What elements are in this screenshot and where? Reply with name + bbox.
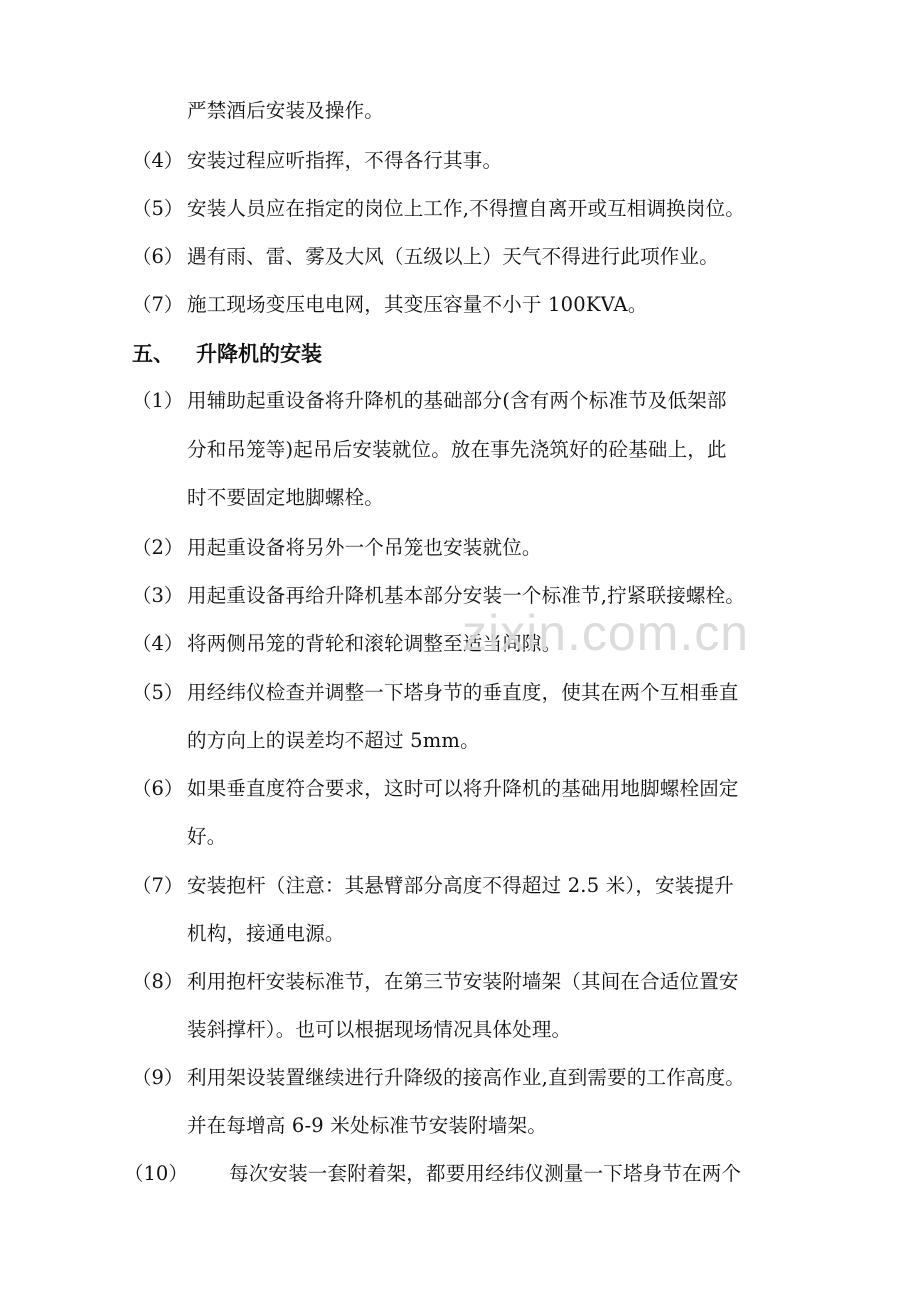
- text-line: 装斜撑杆）。也可以根据现场情况具体处理。: [187, 1018, 572, 1041]
- watermark: zixin.com.cn: [462, 605, 750, 661]
- item-number: （4）: [132, 149, 184, 172]
- item-number: （1）: [132, 389, 184, 412]
- text-line: 机构，接通电源。: [187, 922, 345, 945]
- text-line: 每次安装一套附着架，都要用经纬仪测量一下塔身节在两个: [229, 1162, 742, 1185]
- text-line: 严禁酒后安装及操作。: [187, 99, 385, 122]
- text-line: 分和吊笼等)起吊后安装就位。放在事先浇筑好的砼基础上，此: [187, 438, 727, 461]
- item-number: （6）: [132, 777, 184, 800]
- text-line: 将两侧吊笼的背轮和滚轮调整至适当间隙。: [187, 632, 562, 655]
- text-line: 如果垂直度符合要求，这时可以将升降机的基础用地脚螺栓固定: [187, 777, 739, 800]
- text-line: 遇有雨、雷、雾及大风（五级以上）天气不得进行此项作业。: [187, 245, 719, 268]
- item-number: （7）: [132, 874, 184, 897]
- text-line: 利用架设装置继续进行升降级的接高作业,直到需要的工作高度。: [187, 1066, 745, 1089]
- text-line: 用起重设备将另外一个吊笼也安装就位。: [187, 536, 542, 559]
- item-number: （5）: [132, 197, 184, 220]
- item-number: （6）: [132, 245, 184, 268]
- text-line: 用辅助起重设备将升降机的基础部分(含有两个标准节及低架部: [187, 389, 727, 412]
- text-line: 安装过程应听指挥，不得各行其事。: [187, 149, 503, 172]
- text-line: 并在每增高 6-9 米处标准节安装附墙架。: [187, 1114, 547, 1137]
- text-line: 利用抱杆安装标准节，在第三节安装附墙架（其间在合适位置安: [187, 970, 739, 993]
- item-number: （5）: [132, 681, 184, 704]
- text-line: 的方向上的误差均不超过 5mm。: [187, 729, 480, 752]
- text-line: 安装人员应在指定的岗位上工作,不得擅自离开或互相调换岗位。: [187, 197, 745, 220]
- text-line: 好。: [187, 825, 227, 848]
- item-number: （4）: [132, 632, 184, 655]
- text-line: 用经纬仪检查并调整一下塔身节的垂直度，使其在两个互相垂直: [187, 681, 739, 704]
- item-number: （7）: [132, 293, 184, 316]
- item-number: （3）: [132, 584, 184, 607]
- item-number: （2）: [132, 536, 184, 559]
- item-number: （8）: [132, 970, 184, 993]
- item-number: （10）: [124, 1162, 188, 1185]
- section-title: 升降机的安装: [196, 342, 322, 366]
- text-line: 施工现场变压电电网，其变压容量不小于 100KVA。: [187, 293, 648, 316]
- section-number: 五、: [132, 342, 174, 366]
- text-line: 安装抱杆（注意：其悬臂部分高度不得超过 2.5 米），安装提升: [187, 874, 734, 897]
- item-number: （9）: [132, 1066, 184, 1089]
- text-line: 用起重设备再给升降机基本部分安装一个标准节,拧紧联接螺栓。: [187, 584, 745, 607]
- text-line: 时不要固定地脚螺栓。: [187, 486, 385, 509]
